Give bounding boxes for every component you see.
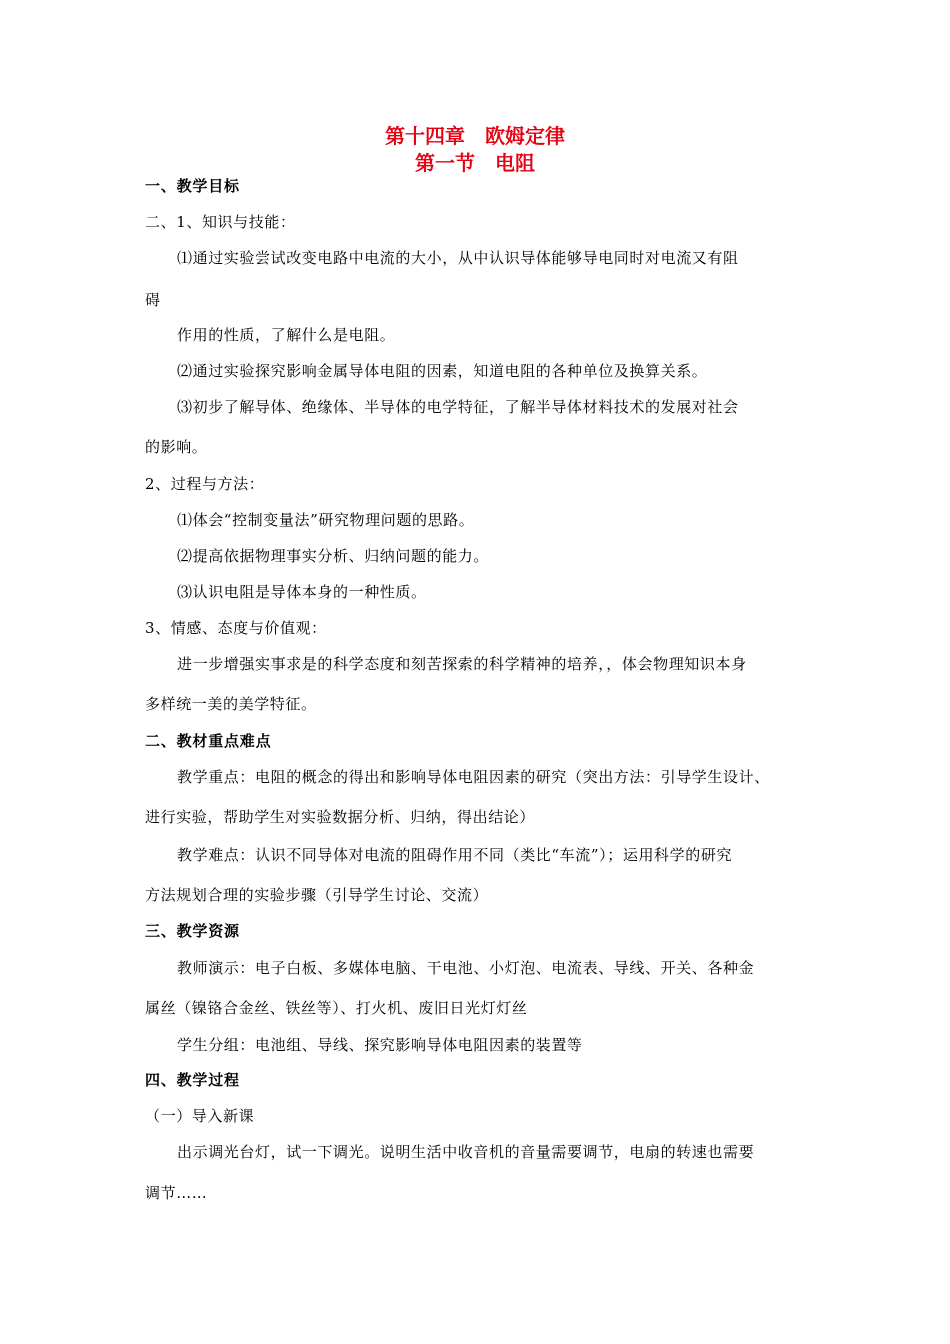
paragraph-line: 属丝（镍铬合金丝、铁丝等）、打火机、废旧日光灯灯丝 bbox=[145, 999, 528, 1017]
paragraph-line: ⑶认识电阻是导体本身的一种性质。 bbox=[177, 583, 427, 601]
subheading-emotion-attitude: 3、情感、态度与价值观： bbox=[145, 619, 327, 637]
paragraph-line: ⑵提高依据物理事实分析、归纳问题的能力。 bbox=[177, 547, 490, 565]
paragraph-line: 教师演示：电子白板、多媒体电脑、干电池、小灯泡、电流表、导线、开关、各种金 bbox=[177, 959, 755, 977]
paragraph-line: 作用的性质，了解什么是电阻。 bbox=[177, 326, 396, 344]
paragraph-line: 教学重点：电阻的概念的得出和影响导体电阻因素的研究（突出方法：引导学生设计、 bbox=[177, 768, 770, 786]
paragraph-line: 学生分组：电池组、导线、探究影响导体电阻因素的装置等 bbox=[177, 1036, 583, 1054]
subheading-process-method: 2、过程与方法： bbox=[145, 475, 265, 493]
chapter-title: 第十四章 欧姆定律 bbox=[385, 124, 565, 148]
paragraph-line: 教学难点：认识不同导体对电流的阻碍作用不同（类比“车流”）；运用科学的研究 bbox=[177, 846, 733, 864]
paragraph-line: 进一步增强实事求是的科学态度和刻苦探索的科学精神的培养，，体会物理知识本身 bbox=[177, 655, 747, 673]
paragraph-line: 的影响。 bbox=[145, 438, 208, 456]
heading-teaching-process: 四、教学过程 bbox=[145, 1071, 240, 1089]
section-title: 第一节 电阻 bbox=[415, 151, 535, 175]
paragraph-line: 多样统一美的美学特征。 bbox=[145, 695, 317, 713]
heading-teaching-resources: 三、教学资源 bbox=[145, 922, 240, 940]
paragraph-line: 进行实验，帮助学生对实验数据分析、归纳，得出结论） bbox=[145, 808, 536, 826]
paragraph-line: 调节…… bbox=[145, 1184, 208, 1202]
subheading-introduction: （一）导入新课 bbox=[145, 1107, 255, 1125]
paragraph-line: ⑴体会“控制变量法”研究物理问题的思路。 bbox=[177, 511, 475, 529]
subheading-knowledge-skills: 二、1、知识与技能： bbox=[145, 213, 296, 231]
paragraph-line: ⑵通过实验探究影响金属导体电阻的因素，知道电阻的各种单位及换算关系。 bbox=[177, 362, 708, 380]
heading-key-points: 二、教材重点难点 bbox=[145, 732, 272, 750]
paragraph-line: ⑶初步了解导体、绝缘体、半导体的电学特征，了解半导体材料技术的发展对社会 bbox=[177, 398, 739, 416]
heading-teaching-goals: 一、教学目标 bbox=[145, 177, 240, 195]
paragraph-line: 出示调光台灯，试一下调光。说明生活中收音机的音量需要调节，电扇的转速也需要 bbox=[177, 1143, 755, 1161]
paragraph-line: 方法规划合理的实验步骤（引导学生讨论、交流） bbox=[145, 886, 489, 904]
paragraph-line: 碍 bbox=[145, 291, 161, 309]
paragraph-line: ⑴通过实验尝试改变电路中电流的大小，从中认识导体能够导电同时对电流又有阻 bbox=[177, 249, 739, 267]
